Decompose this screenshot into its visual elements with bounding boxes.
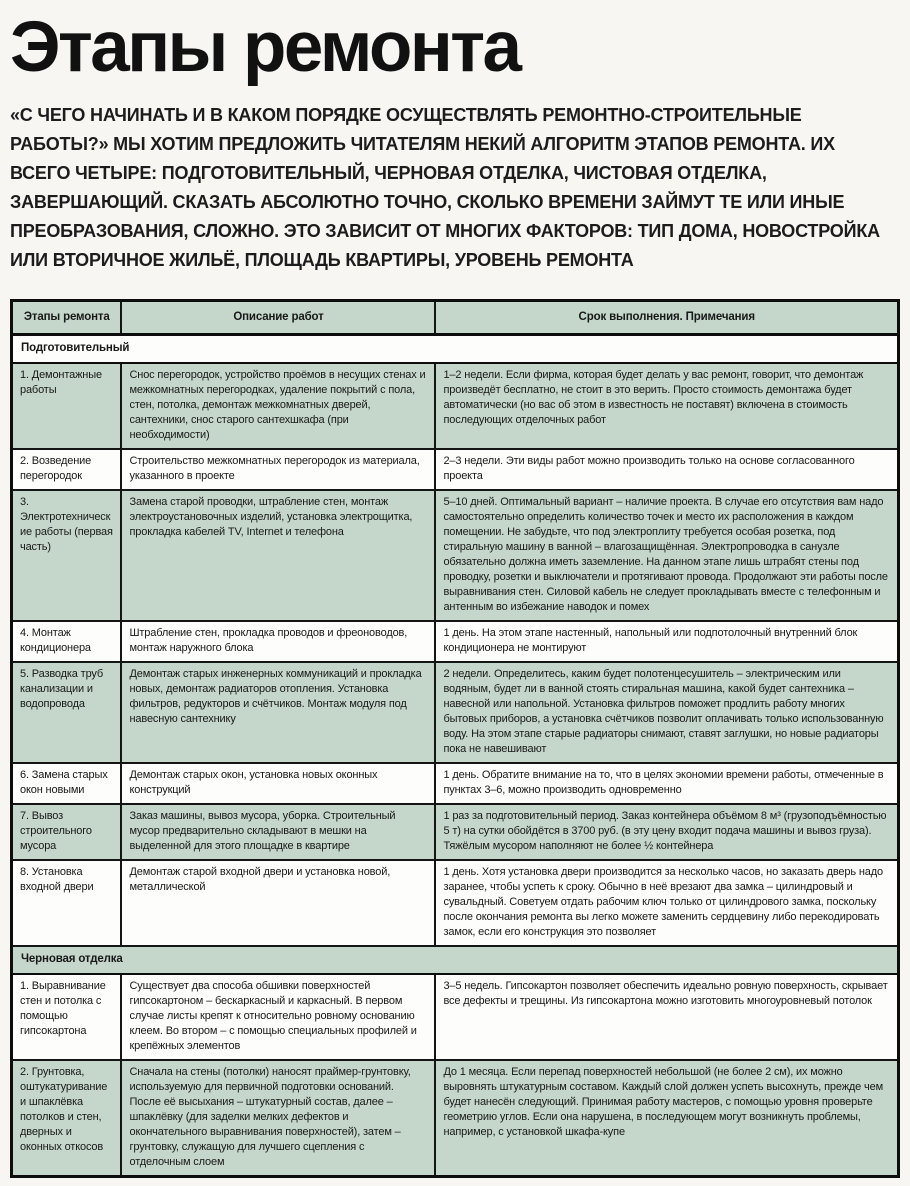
intro-paragraph: «С ЧЕГО НАЧИНАТЬ И В КАКОМ ПОРЯДКЕ ОСУЩЕСТВЛЯТЬ РЕМОНТНО-СТРОИТЕЛЬНЫЕ РАБОТЫ?» МЫ ХОТИМ ПРЕДЛОЖИТЬ ЧИТАТЕЛЯМ НЕКИЙ АЛГОРИТМ ЭТАПОВ РЕМОНТА. ИХ ВСЕГО ЧЕТЫРЕ: ПОДГОТОВИТЕЛЬНЫЙ, ЧЕРНОВАЯ ОТДЕЛКА, ЧИСТОВАЯ ОТДЕЛКА, ЗАВЕРШАЮЩИЙ. СКАЗАТЬ АБСОЛЮТНО ТОЧНО, СКОЛЬКО ВРЕМЕНИ ЗАЙМУТ ТЕ ИЛИ ИНЫЕ ПРЕОБРАЗОВАНИЯ, СЛОЖНО. ЭТО ЗАВИСИТ ОТ МНОГИХ ФАКТОРОВ: ТИП ДОМА, НОВОСТРОЙКА ИЛИ ВТОРИЧНОЕ ЖИЛЬЁ, ПЛОЩАДЬ КВАРТИРЫ, УРОВЕНЬ РЕМОНТА xyxy=(10,104,880,270)
column-header-notes: Срок выполнения. Примечания xyxy=(435,300,898,334)
stage-cell: 5. Разводка труб канализации и водопровода xyxy=(12,662,122,763)
table-row xyxy=(12,974,899,1060)
stage-cell: 6. Замена старых окон новыми xyxy=(12,763,122,804)
work-cell: Замена старой проводки, штрабление стен, монтаж электроустановочных изделий, установка электрощитка, прокладка кабелей TV, Internet и телефона xyxy=(121,490,435,621)
section-title: Подготовительный xyxy=(12,334,899,363)
stage-cell: 4. Монтаж кондиционера xyxy=(12,621,122,662)
notes-cell: 1 раз за подготовительный период. Заказ контейнера объёмом 8 м³ (грузоподъёмностью 5 т) на сутки обойдётся в 3700 руб. (в эту цену входит подача машины и вывоз груза). Тяжёлым мусором наполняют не более ½ контейнера xyxy=(435,804,898,860)
table-row xyxy=(12,662,899,763)
stage-cell: 3. Электротехнические работы (первая часть) xyxy=(12,490,122,621)
notes-cell: 5–10 дней. Оптимальный вариант – наличие проекта. В случае его отсутствия вам надо самостоятельно определить количество точек и место их расположения в каждом помещении. Не забудьте, что под электроплиту требуется особая розетка, под стиральную машину в ванной – влагозащищённая. Электропроводка в санузле обязательно должна иметь заземление. На данном этапе лишь штрабят стены под проводку, розетки и выключатели и протягивают провода. Продолжают эти работы после выравнивания стен. Силовой кабель не следует прокладывать вместе с телефонным и антенным во избежание наводок и помех xyxy=(435,490,898,621)
table-row xyxy=(12,621,899,662)
table-row xyxy=(12,763,899,804)
table-header-row xyxy=(12,300,899,334)
table-row xyxy=(12,363,899,449)
work-cell: Штрабление стен, прокладка проводов и фреоноводов, монтаж наружного блока xyxy=(121,621,435,662)
work-cell: Демонтаж старой входной двери и установка новой, металлической xyxy=(121,860,435,946)
column-header-stages: Этапы ремонта xyxy=(12,300,122,334)
column-header-work: Описание работ xyxy=(121,300,435,334)
renovation-stages-table xyxy=(10,299,900,1178)
notes-cell: До 1 месяца. Если перепад поверхностей небольшой (не более 2 см), их можно выровнять штукатурным составом. Каждый слой должен успеть высохнуть, прежде чем будет нанесён следующий. Принимая работу мастеров, с помощью уровня проверьте геометрию углов. Если она нарушена, в последующем могут возникнуть проблемы, например, с установкой шкафа-купе xyxy=(435,1060,898,1177)
work-cell: Демонтаж старых инженерных коммуникаций и прокладка новых, демонтаж радиаторов отопления. Установка фильтров, редукторов и счётчиков. Монтаж модуля под навесную сантехнику xyxy=(121,662,435,763)
stage-cell: 8. Установка входной двери xyxy=(12,860,122,946)
stage-cell: 2. Грунтовка, оштукатуривание и шпаклёвка потолков и стен, дверных и оконных откосов xyxy=(12,1060,122,1177)
page-title: Этапы ремонта xyxy=(10,8,520,87)
work-cell: Сначала на стены (потолки) наносят праймер-грунтовку, используемую для первичной подготовки оснований. После её высыхания – штукатурный состав, далее – шпаклёвку (для заделки мелких дефектов и окончательного выравнивания поверхностей), затем – грунтовку, служащую для лучшего сцепления с отделочным слоем xyxy=(121,1060,435,1177)
table-row xyxy=(12,860,899,946)
notes-cell: 1 день. Хотя установка двери производится за несколько часов, но заказать дверь надо заранее, чтобы успеть к сроку. Обычно в неё врезают два замка – цилиндровый и сувальдный. Советуем отдать рабочим ключ только от цилиндрового замка, поскольку после окончания ремонта вы легко можете заменить сердцевину либо перекодировать замок, если его конструкция это позволяет xyxy=(435,860,898,946)
stage-cell: 1. Выравнивание стен и потолка с помощью гипсокартона xyxy=(12,974,122,1060)
notes-cell: 2–3 недели. Эти виды работ можно производить только на основе согласованного проекта xyxy=(435,449,898,490)
table-row xyxy=(12,449,899,490)
section-row xyxy=(12,946,899,974)
work-cell: Строительство межкомнатных перегородок из материала, указанного в проекте xyxy=(121,449,435,490)
stage-cell: 2. Возведение перегородок xyxy=(12,449,122,490)
notes-cell: 3–5 недель. Гипсокартон позволяет обеспечить идеально ровную поверхность, скрывает все дефекты и трещины. Из гипсокартона можно изготовить многоуровневый потолок xyxy=(435,974,898,1060)
notes-cell: 1 день. На этом этапе настенный, напольный или подпотолочный внутренний блок кондиционера не монтируют xyxy=(435,621,898,662)
notes-cell: 1 день. Обратите внимание на то, что в целях экономии времени работы, отмеченные в пунктах 3–6, можно производить одновременно xyxy=(435,763,898,804)
section-row xyxy=(12,334,899,363)
work-cell: Существует два способа обшивки поверхностей гипсокартоном – бескаркасный и каркасный. В первом случае листы крепят к относительно ровному основанию клеем. Во втором – с помощью специальных профилей и крепёжных элементов xyxy=(121,974,435,1060)
table-row xyxy=(12,490,899,621)
table-row xyxy=(12,804,899,860)
table-body xyxy=(12,334,899,1176)
work-cell: Демонтаж старых окон, установка новых оконных конструкций xyxy=(121,763,435,804)
notes-cell: 1–2 недели. Если фирма, которая будет делать у вас ремонт, говорит, что демонтаж произведёт бесплатно, не стоит в это верить. Просто стоимость демонтажа будет автоматически (но вас об этом в известность не поставят) включена в стоимость последующих отделочных работ xyxy=(435,363,898,449)
work-cell: Снос перегородок, устройство проёмов в несущих стенах и межкомнатных перегородках, удаление покрытий с пола, стен, потолка, демонтаж межкомнатных дверей, сантехники, снос старого сантехшкафа (при необходимости) xyxy=(121,363,435,449)
table-row xyxy=(12,1060,899,1177)
work-cell: Заказ машины, вывоз мусора, уборка. Строительный мусор предварительно складывают в мешки на выделенной для этого площадке в квартире xyxy=(121,804,435,860)
stage-cell: 1. Демонтажные работы xyxy=(12,363,122,449)
section-title: Черновая отделка xyxy=(12,946,899,974)
stage-cell: 7. Вывоз строительного мусора xyxy=(12,804,122,860)
notes-cell: 2 недели. Определитесь, каким будет полотенцесушитель – электрическим или водяным, будет ли в ванной стоять стиральная машина, какой будет сантехника – навесной или напольной. Установка фильтров поможет продлить работу многих бытовых приборов, а установка счётчиков позволит оплачивать только использованную воду. На этом этапе старые радиаторы снимают, ставят заглушки, но новые радиаторы пока не навешивают xyxy=(435,662,898,763)
